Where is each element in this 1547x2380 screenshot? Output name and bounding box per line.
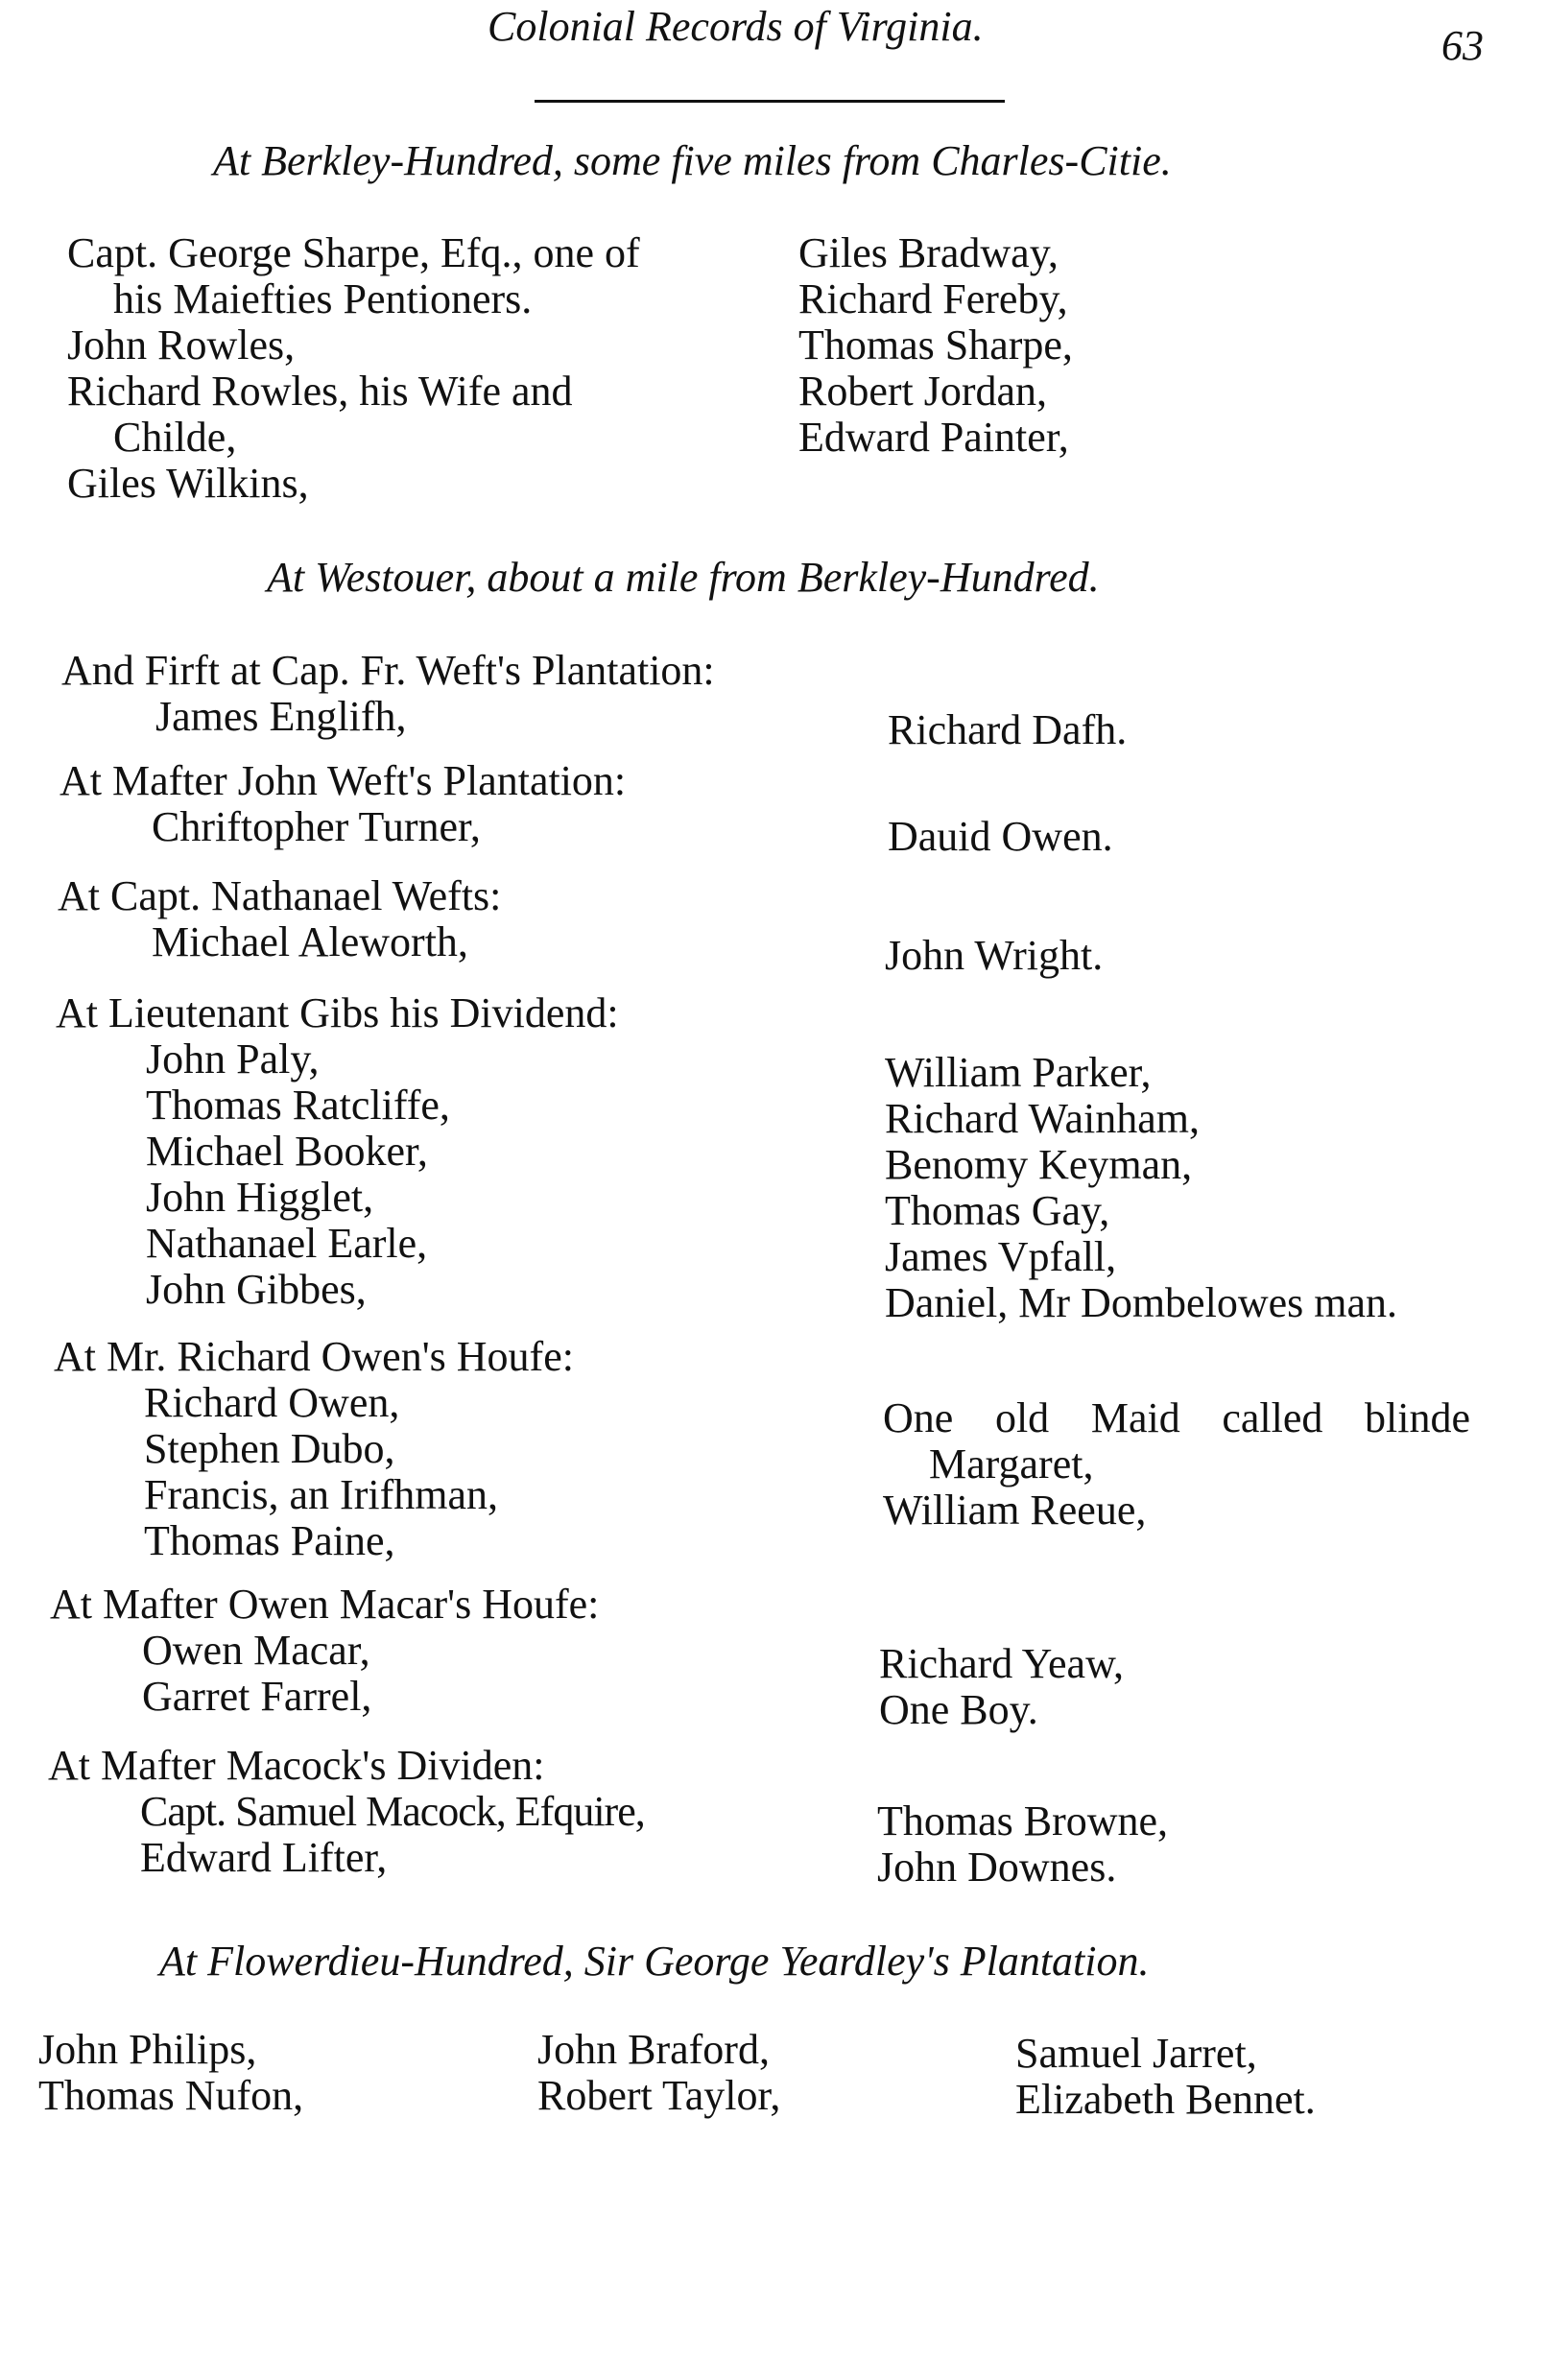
list-item: Edward Painter, xyxy=(798,414,1069,461)
list-item: Chriftopher Turner, xyxy=(152,803,481,850)
list-item: Childe, xyxy=(113,414,237,461)
owen-left-column xyxy=(144,1380,498,1564)
group-title: And Firft at Cap. Fr. Weft's Plantation: xyxy=(61,647,715,694)
list-item: Elizabeth Bennet. xyxy=(1015,2076,1316,2123)
list-item: Richard Wainham, xyxy=(885,1095,1201,1142)
berkley-right-column xyxy=(798,230,1073,461)
list-item: Garret Farrel, xyxy=(142,1673,372,1720)
section-heading-westouer: At Westouer, about a mile from Berkley-Hundred. xyxy=(267,554,1100,601)
list-item: Dauid Owen. xyxy=(888,813,1113,860)
group-title: At Mafter Macock's Dividen: xyxy=(48,1742,545,1789)
list-item: Thomas Paine, xyxy=(144,1517,395,1564)
list-item: James Vpfall, xyxy=(885,1233,1117,1280)
list-item: Richard Owen, xyxy=(144,1379,400,1426)
list-item: Thomas Sharpe, xyxy=(798,321,1073,369)
macock-left-column xyxy=(140,1789,645,1881)
group-title: At Capt. Nathanael Wefts: xyxy=(58,872,502,919)
list-item: Margaret, xyxy=(929,1440,1094,1488)
list-item: Richard Rowles, his Wife and xyxy=(67,368,573,415)
group-title: At Lieutenant Gibs his Dividend: xyxy=(56,989,619,1036)
list-item: Benomy Keyman, xyxy=(885,1141,1193,1188)
berkley-left-column xyxy=(67,230,640,507)
gibs-left-column xyxy=(146,1036,450,1313)
macock-right-column xyxy=(877,1798,1168,1891)
list-item: Edward Lifter, xyxy=(140,1834,388,1881)
list-item: Capt. Samuel Macock, Efquire, xyxy=(140,1788,645,1835)
list-item: Robert Taylor, xyxy=(537,2072,781,2119)
list-item: James Englifh, xyxy=(155,693,407,740)
list-item: One old Maid called blinde xyxy=(883,1394,1470,1441)
list-item: Michael Booker, xyxy=(146,1128,428,1175)
list-item: Richard Fereby, xyxy=(798,275,1068,322)
list-item: John Philips, xyxy=(38,2026,257,2073)
list-item: Thomas Nufon, xyxy=(38,2072,304,2119)
list-item: John Paly, xyxy=(146,1035,320,1083)
list-item: Robert Jordan, xyxy=(798,368,1048,415)
list-item: John Wright. xyxy=(885,932,1104,979)
list-item: William Reeue, xyxy=(883,1487,1147,1534)
group-title: At Mafter John Weft's Plantation: xyxy=(60,757,627,804)
list-item: Samuel Jarret, xyxy=(1015,2030,1257,2077)
list-item: John Downes. xyxy=(877,1844,1117,1891)
list-item: Stephen Dubo, xyxy=(144,1425,395,1472)
list-item: Richard Dafh. xyxy=(888,706,1128,753)
owen-right-column xyxy=(883,1395,1470,1534)
list-item: Owen Macar, xyxy=(142,1627,370,1674)
flowerdieu-column-3 xyxy=(1015,2031,1316,2123)
running-title: Colonial Records of Virginia. xyxy=(488,3,984,50)
page-number: 63 xyxy=(1441,22,1484,69)
flowerdieu-column-1 xyxy=(38,2027,303,2119)
list-item: John Higglet, xyxy=(146,1174,374,1221)
header-rule xyxy=(535,100,1005,103)
list-item: William Parker, xyxy=(885,1049,1152,1096)
list-item: Michael Aleworth, xyxy=(152,918,468,965)
list-item: his Maiefties Pentioners. xyxy=(113,275,533,322)
macar-right-column xyxy=(879,1641,1124,1733)
flowerdieu-column-2 xyxy=(537,2027,780,2119)
list-item: Giles Bradway, xyxy=(798,229,1059,276)
list-item: Thomas Ratcliffe, xyxy=(146,1082,450,1129)
list-item: Giles Wilkins, xyxy=(67,460,309,507)
group-title: At Mafter Owen Macar's Houfe: xyxy=(50,1581,600,1628)
list-item: John Rowles, xyxy=(67,321,296,369)
gibs-right-column xyxy=(885,1050,1397,1326)
list-item: John Gibbes, xyxy=(146,1266,367,1313)
list-item: John Braford, xyxy=(537,2026,770,2073)
list-item: Capt. George Sharpe, Efq., one of xyxy=(67,229,640,276)
list-item: Daniel, Mr Dombelowes man. xyxy=(885,1279,1397,1326)
list-item: Thomas Gay, xyxy=(885,1187,1110,1234)
group-title: At Mr. Richard Owen's Houfe: xyxy=(54,1333,574,1380)
macar-left-column xyxy=(142,1628,371,1720)
list-item: One Boy. xyxy=(879,1686,1038,1733)
list-item: Nathanael Earle, xyxy=(146,1220,428,1267)
section-heading-berkley: At Berkley-Hundred, some five miles from Charles-Citie. xyxy=(213,137,1172,184)
section-heading-flowerdieu: At Flowerdieu-Hundred, Sir George Yeardley's Plantation. xyxy=(159,1938,1150,1985)
list-item: Francis, an Irifhman, xyxy=(144,1471,498,1518)
list-item: Thomas Browne, xyxy=(877,1797,1169,1844)
list-item: Richard Yeaw, xyxy=(879,1640,1124,1687)
